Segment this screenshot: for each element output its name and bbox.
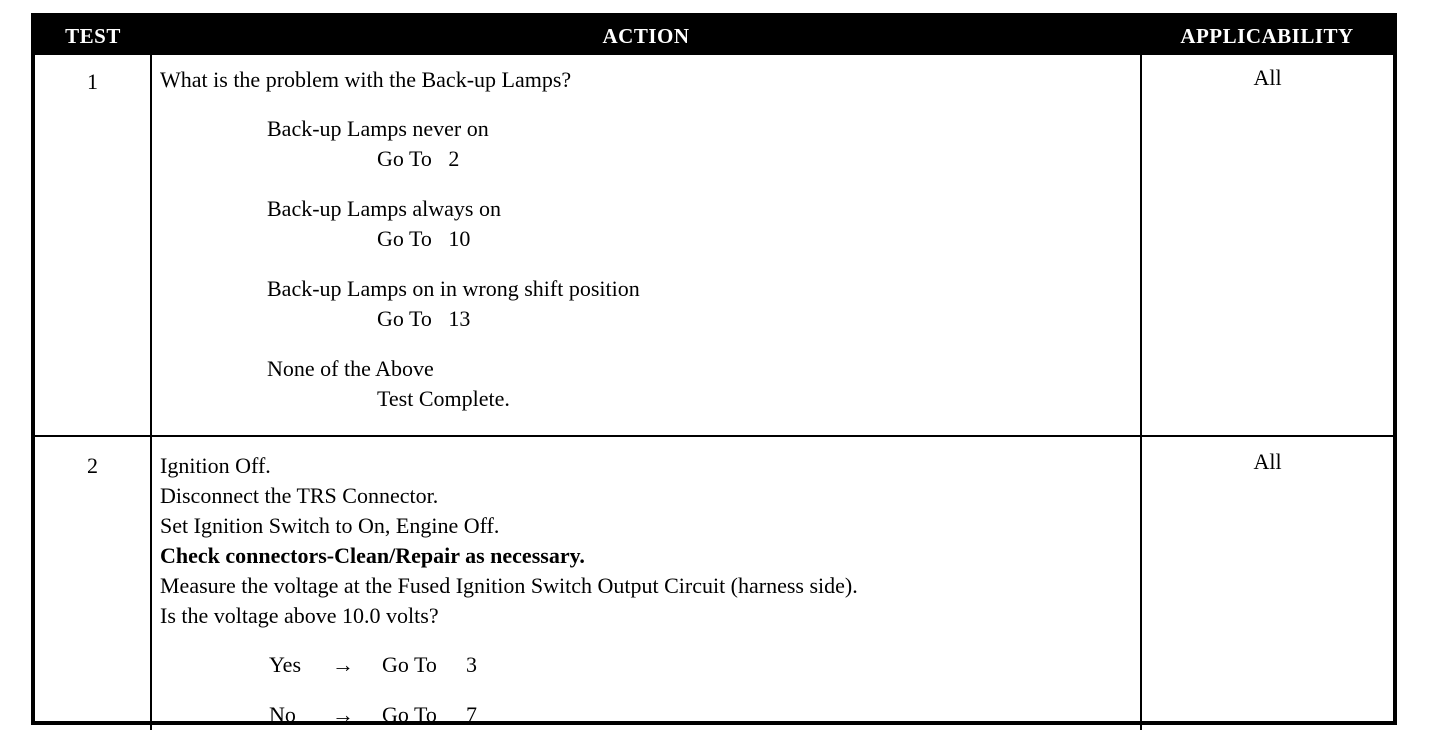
applicability-value: All bbox=[1141, 55, 1393, 436]
choice-item bbox=[267, 354, 1140, 414]
header-action: ACTION bbox=[151, 17, 1141, 55]
action-cell bbox=[151, 55, 1141, 436]
step-text: Disconnect the TRS Connector. bbox=[160, 483, 439, 508]
test-number: 1 bbox=[35, 55, 151, 436]
test-number: 2 bbox=[35, 436, 151, 730]
diagnostic-table bbox=[35, 17, 1393, 730]
choice-label: Back-up Lamps never on bbox=[267, 116, 489, 141]
step-text: Measure the voltage at the Fused Ignition Switch Output Circuit (harness side). bbox=[160, 573, 858, 598]
answer-row-yes bbox=[269, 650, 1140, 680]
choice-label: None of the Above bbox=[267, 356, 434, 381]
step-text: Ignition Off. bbox=[160, 453, 271, 478]
step-text: Is the voltage above 10.0 volts? bbox=[160, 603, 439, 628]
choice-label: Back-up Lamps on in wrong shift position bbox=[267, 276, 640, 301]
question-text: What is the problem with the Back-up Lamps? bbox=[160, 67, 572, 92]
header-row bbox=[35, 17, 1393, 55]
action-cell bbox=[151, 436, 1141, 730]
goto-target: 3 bbox=[466, 652, 477, 677]
header-applicability: APPLICABILITY bbox=[1141, 17, 1393, 55]
answer-label: No bbox=[269, 702, 296, 727]
table-row bbox=[35, 436, 1393, 730]
choice-result: Go To 2 bbox=[377, 146, 460, 171]
goto-text: Go To bbox=[382, 652, 437, 677]
choice-result: Test Complete. bbox=[377, 386, 510, 411]
choice-label: Back-up Lamps always on bbox=[267, 196, 501, 221]
header-test: TEST bbox=[35, 17, 151, 55]
choice-result: Go To 13 bbox=[377, 306, 471, 331]
answer-label: Yes bbox=[269, 652, 302, 677]
choice-item bbox=[267, 194, 1140, 254]
goto-text: Go To bbox=[382, 702, 437, 727]
table-row bbox=[35, 55, 1393, 436]
step-text-bold: Check connectors-Clean/Repair as necessary. bbox=[160, 543, 585, 568]
choice-item bbox=[267, 114, 1140, 174]
applicability-value: All bbox=[1141, 436, 1393, 730]
arrow-icon: → bbox=[332, 702, 354, 727]
goto-target: 7 bbox=[466, 702, 477, 727]
choice-item bbox=[267, 274, 1140, 334]
choice-result: Go To 10 bbox=[377, 226, 471, 251]
arrow-icon: → bbox=[332, 652, 354, 677]
answer-row-no bbox=[269, 700, 1140, 730]
diagnostic-table-frame bbox=[31, 13, 1397, 725]
step-text: Set Ignition Switch to On, Engine Off. bbox=[160, 513, 500, 538]
